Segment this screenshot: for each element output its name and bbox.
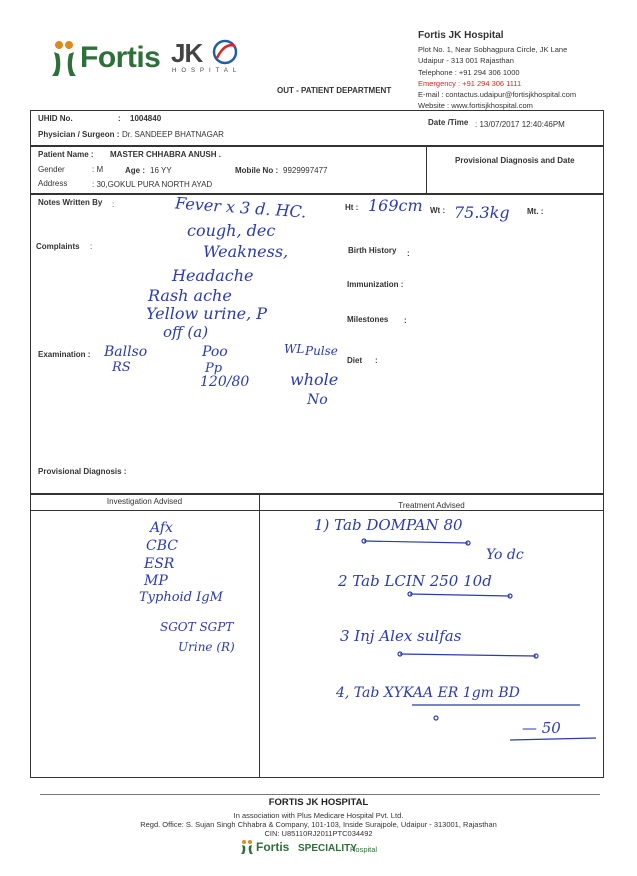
footer-title: FORTIS JK HOSPITAL (268, 797, 369, 808)
exam-line-6: WL (284, 342, 305, 356)
fortis-leaf-logo-icon (48, 38, 80, 78)
advice-table-header-rule (30, 510, 604, 511)
hospital-email: E-mail : contactus.udaipur@fortisjkhospital.com (418, 90, 577, 99)
footer-brand-speciality: SPECIALITY (298, 843, 357, 854)
department-title: OUT - PATIENT DEPARTMENT (277, 86, 392, 95)
patient-name-label: Patient Name : (38, 150, 94, 159)
investigation-item-3: ESR (144, 556, 175, 572)
complaints-label: Complaints (36, 242, 80, 251)
notes-written-by-separator: : (112, 200, 115, 209)
hospital-website: Website : www.fortisjkhospital.com (418, 101, 533, 110)
age-label: Age : (125, 166, 145, 175)
uhid-separator: : (118, 114, 121, 123)
exam-line-2: RS (112, 360, 131, 375)
complaint-line-1: Fever x 3 d. HC. (174, 193, 307, 222)
complaint-line-4: Headache (172, 266, 254, 285)
address-label: Address (38, 179, 68, 188)
complaints-separator: : (90, 242, 93, 251)
footer-fortis-leaf-icon (240, 839, 254, 855)
complaint-line-6: Yellow urine, P (146, 304, 268, 323)
gender-label: Gender (38, 165, 65, 174)
gender-value: : M (92, 165, 104, 174)
treatment-item-3: 3 Inj Alex sulfas (340, 627, 462, 645)
treatment-item-4-qty: — 50 (522, 719, 561, 737)
footer-brand-hospital: Hospital (350, 845, 378, 854)
datetime-label: Date /Time (428, 118, 469, 127)
complaint-line-5: Rash ache (148, 286, 232, 305)
diet-label: Diet (347, 356, 363, 365)
datetime-value: : 13/07/2017 12:40:46PM (475, 120, 565, 129)
jk-logo-subtext: HOSPITAL (172, 68, 242, 74)
milestones-label: Milestones (347, 315, 389, 324)
hospital-address-line-1: Plot No. 1, Near Sobhagpura Circle, JK Lane (418, 45, 568, 54)
complaint-line-2: cough, dec (187, 221, 276, 240)
investigation-item-4: MP (144, 573, 168, 589)
patient-box-divider (426, 146, 427, 194)
ht-handwritten-value: 169cm (368, 196, 423, 215)
footer-line-1: In association with Plus Medicare Hospital Pvt. Ltd. (233, 811, 404, 820)
diet-separator: : (375, 356, 378, 365)
hospital-address-line-2: Udaipur - 313 001 Rajasthan (418, 56, 514, 65)
fortis-logo-text: Fortis (80, 41, 161, 74)
exam-line-3: Poo (202, 344, 228, 360)
provisional-diagnosis-date-label: Provisional Diagnosis and Date (455, 156, 575, 165)
notes-written-by-label: Notes Written By (38, 198, 103, 207)
footer-rule (40, 794, 600, 795)
exam-line-4: Pp (205, 361, 223, 376)
age-value: 16 YY (150, 166, 172, 175)
footer-line-2: Regd. Office: S. Sujan Singh Chhabra & Company, 101-103, Inside Surajpole, Udaipur - 313001, Rajasthan (140, 820, 497, 829)
immunization-label: Immunization : (347, 280, 404, 289)
investigation-item-2: CBC (146, 538, 178, 554)
exam-line-8: whole (290, 370, 339, 389)
investigation-item-1: Afx (150, 520, 173, 536)
patient-name-value: MASTER CHHABRA ANUSH . (110, 150, 221, 159)
exam-line-1: Ballso (104, 344, 148, 360)
hospital-telephone: Telephone : +91 294 306 1000 (418, 68, 520, 77)
examination-label: Examination : (38, 350, 91, 359)
complaint-line-3: Weakness, (203, 242, 289, 261)
jk-swirl-logo-icon (208, 38, 242, 66)
treatment-item-1-dose: Yo dc (486, 547, 524, 563)
footer-line-3: CIN: U85110RJ2011PTC034492 (264, 829, 373, 838)
treatment-item-2: 2 Tab LCIN 250 10d (338, 572, 492, 590)
hospital-emergency: Emergency : +91 294 306 1111 (418, 79, 522, 88)
mobile-label: Mobile No : (235, 166, 279, 175)
investigation-item-6: SGOT SGPT (160, 620, 234, 634)
treatment-advised-header: Treatment Advised (398, 501, 465, 510)
exam-line-9: No (307, 392, 328, 408)
provisional-diagnosis-label: Provisional Diagnosis : (38, 467, 127, 476)
investigation-item-7: Urine (R) (178, 640, 235, 654)
birth-history-label: Birth History (348, 246, 397, 255)
wt-handwritten-value: 75.3kg (454, 203, 510, 222)
jk-logo-text: JK (171, 38, 203, 68)
uhid-value: 1004840 (130, 114, 162, 123)
birth-history-separator: : (407, 249, 410, 258)
complaint-line-7: off (a) (163, 323, 209, 341)
physician-value: Dr. SANDEEP BHATNAGAR (122, 130, 224, 139)
wt-label: Wt : (430, 206, 446, 215)
mobile-value: 9929997477 (283, 166, 328, 175)
milestones-separator: : (404, 316, 407, 325)
treatment-item-4: 4, Tab XYKAA ER 1gm BD (336, 685, 520, 701)
ht-label: Ht : (345, 203, 359, 212)
exam-line-5: 120/80 (200, 374, 250, 390)
treatment-item-1: 1) Tab DOMPAN 80 (314, 516, 463, 534)
dosage-marker-strokes (260, 512, 604, 777)
hospital-name: Fortis JK Hospital (418, 30, 504, 41)
investigation-advised-header: Investigation Advised (106, 497, 183, 506)
investigation-item-5: Typhoid IgM (139, 590, 223, 605)
uhid-label: UHID No. (38, 114, 73, 123)
footer-brand-fortis: Fortis (256, 840, 290, 854)
address-value: : 30,GOKUL PURA NORTH AYAD (92, 180, 213, 189)
mt-label: Mt. : (527, 207, 544, 216)
physician-label: Physician / Surgeon : (38, 130, 120, 139)
exam-line-7: Pulse (305, 344, 338, 358)
